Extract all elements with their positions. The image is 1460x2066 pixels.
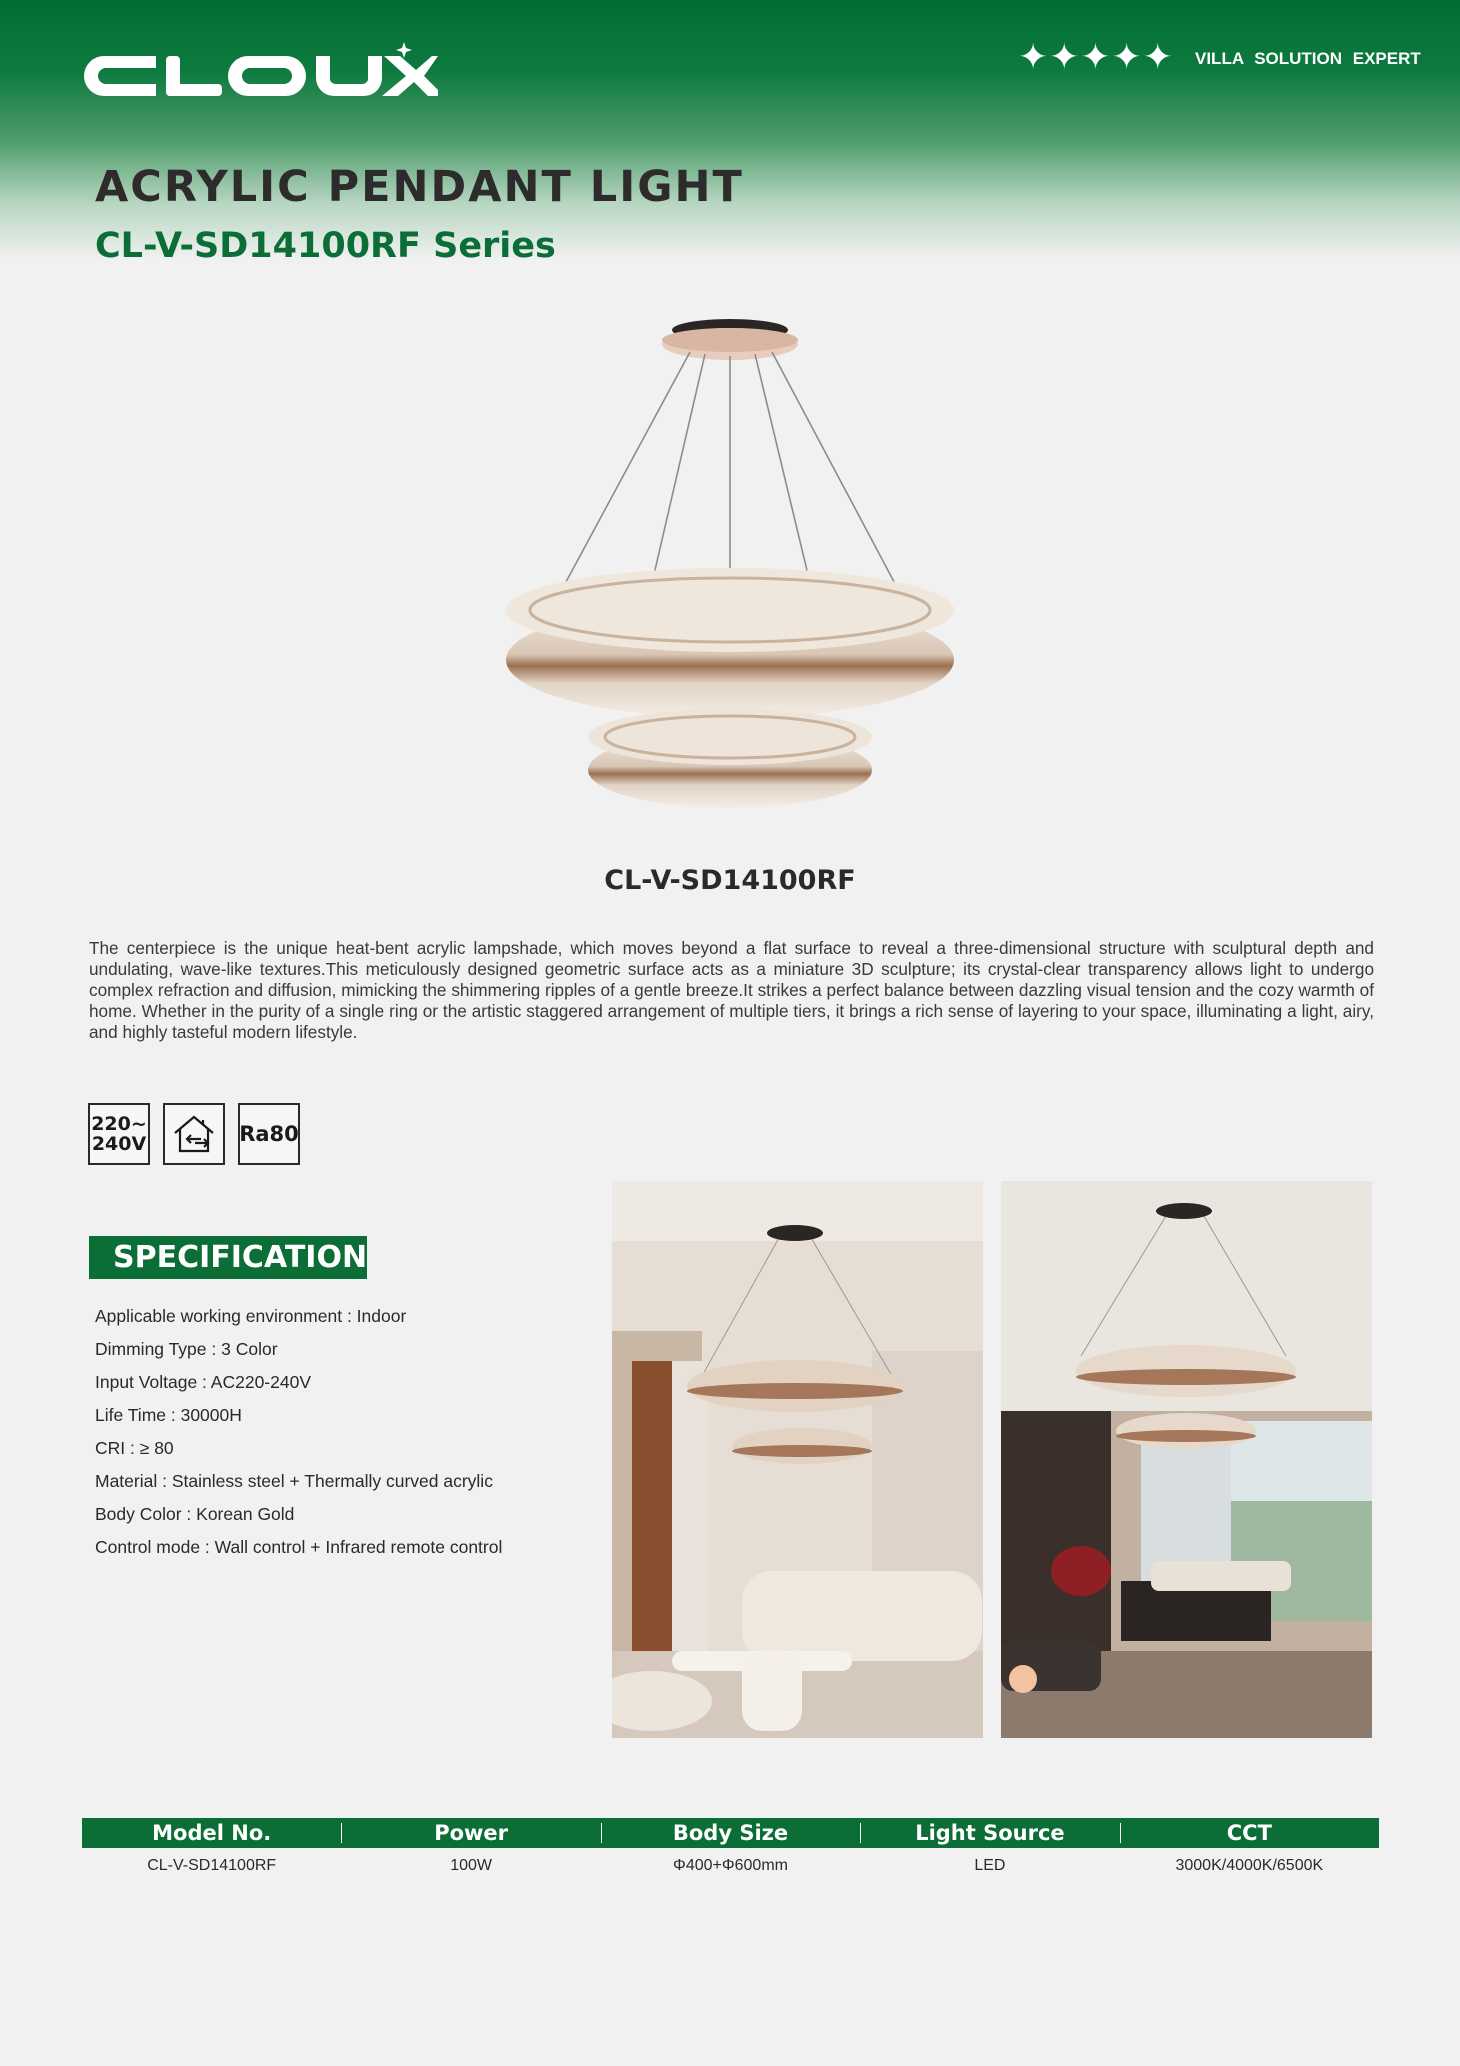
table-cell: LED [974, 1857, 1006, 1874]
page-title: ACRYLIC PENDANT LIGHT [95, 162, 744, 212]
spec-item: Applicable working environment : Indoor [95, 1306, 407, 1326]
table-row [82, 1848, 1379, 1884]
room-photo-living [612, 1181, 983, 1738]
table-cell: Φ400+Φ600mm [673, 1857, 788, 1874]
model-caption: CL-V-SD14100RF [604, 865, 856, 896]
header-background [0, 0, 1460, 260]
table-cell: CL-V-SD14100RF [147, 1857, 277, 1874]
series-subtitle: CL-V-SD14100RF Series [95, 226, 556, 266]
tagline: VILLA SOLUTION EXPERT [1195, 49, 1421, 68]
spec-item: Body Color : Korean Gold [95, 1504, 295, 1524]
voltage-badge-top: 220~ [91, 1113, 147, 1135]
spec-item: CRI : ≥ 80 [95, 1438, 174, 1458]
table-cell: 100W [450, 1857, 492, 1874]
indoor-house-icon [163, 1103, 225, 1165]
table-header [82, 1818, 1379, 1848]
table-header-cell: Model No. [152, 1821, 272, 1845]
table-header-cell: Light Source [860, 1818, 1119, 1848]
spec-item: Dimming Type : 3 Color [95, 1339, 278, 1359]
spec-item: Material : Stainless steel + Thermally curved acrylic [95, 1471, 493, 1491]
specification-header: SPECIFICATION [89, 1236, 367, 1279]
ra-badge: Ra80 [238, 1103, 300, 1165]
spec-item: Life Time : 30000H [95, 1405, 242, 1425]
table-cell: 3000K/4000K/6500K [1175, 1857, 1324, 1874]
table-header-cell: Power [341, 1818, 600, 1848]
room-photo-lounge [1001, 1181, 1372, 1738]
spec-item: Control mode : Wall control + Infrared remote control [95, 1537, 503, 1557]
table-header-cell: Body Size [601, 1818, 860, 1848]
rating-stars: ✦✦✦✦✦ [1018, 37, 1174, 78]
specification-list [95, 1300, 502, 1564]
cloux-logo [82, 42, 438, 104]
product-table [82, 1818, 1379, 1884]
voltage-badge-bottom: 240V [91, 1133, 147, 1155]
table-header-cell: CCT [1120, 1818, 1379, 1848]
product-description: The centerpiece is the unique heat-bent acrylic lampshade, which moves beyond a flat surface to reveal a three-dimensional structure with sculptural depth and undulating, wave-like textures.This meticulously designed geometric surface acts as a miniature 3D sculpture; its crystal-clear transparency allows light to undergo complex refraction and diffusion, mimicking the shimmering ripples of a gentle breeze.It strikes a perfect balance between dazzling visual tension and the cozy warmth of home. Whether in the purity of a single ring or the artistic staggered arrangement of multiple tiers, it brings a rich sense of layering to your space, illuminating a light, airy, and highly tasteful modern lifestyle. [89, 938, 1374, 1042]
pendant-light-image [500, 300, 960, 820]
spec-item: Input Voltage : AC220-240V [95, 1372, 311, 1392]
voltage-badge [88, 1103, 150, 1165]
